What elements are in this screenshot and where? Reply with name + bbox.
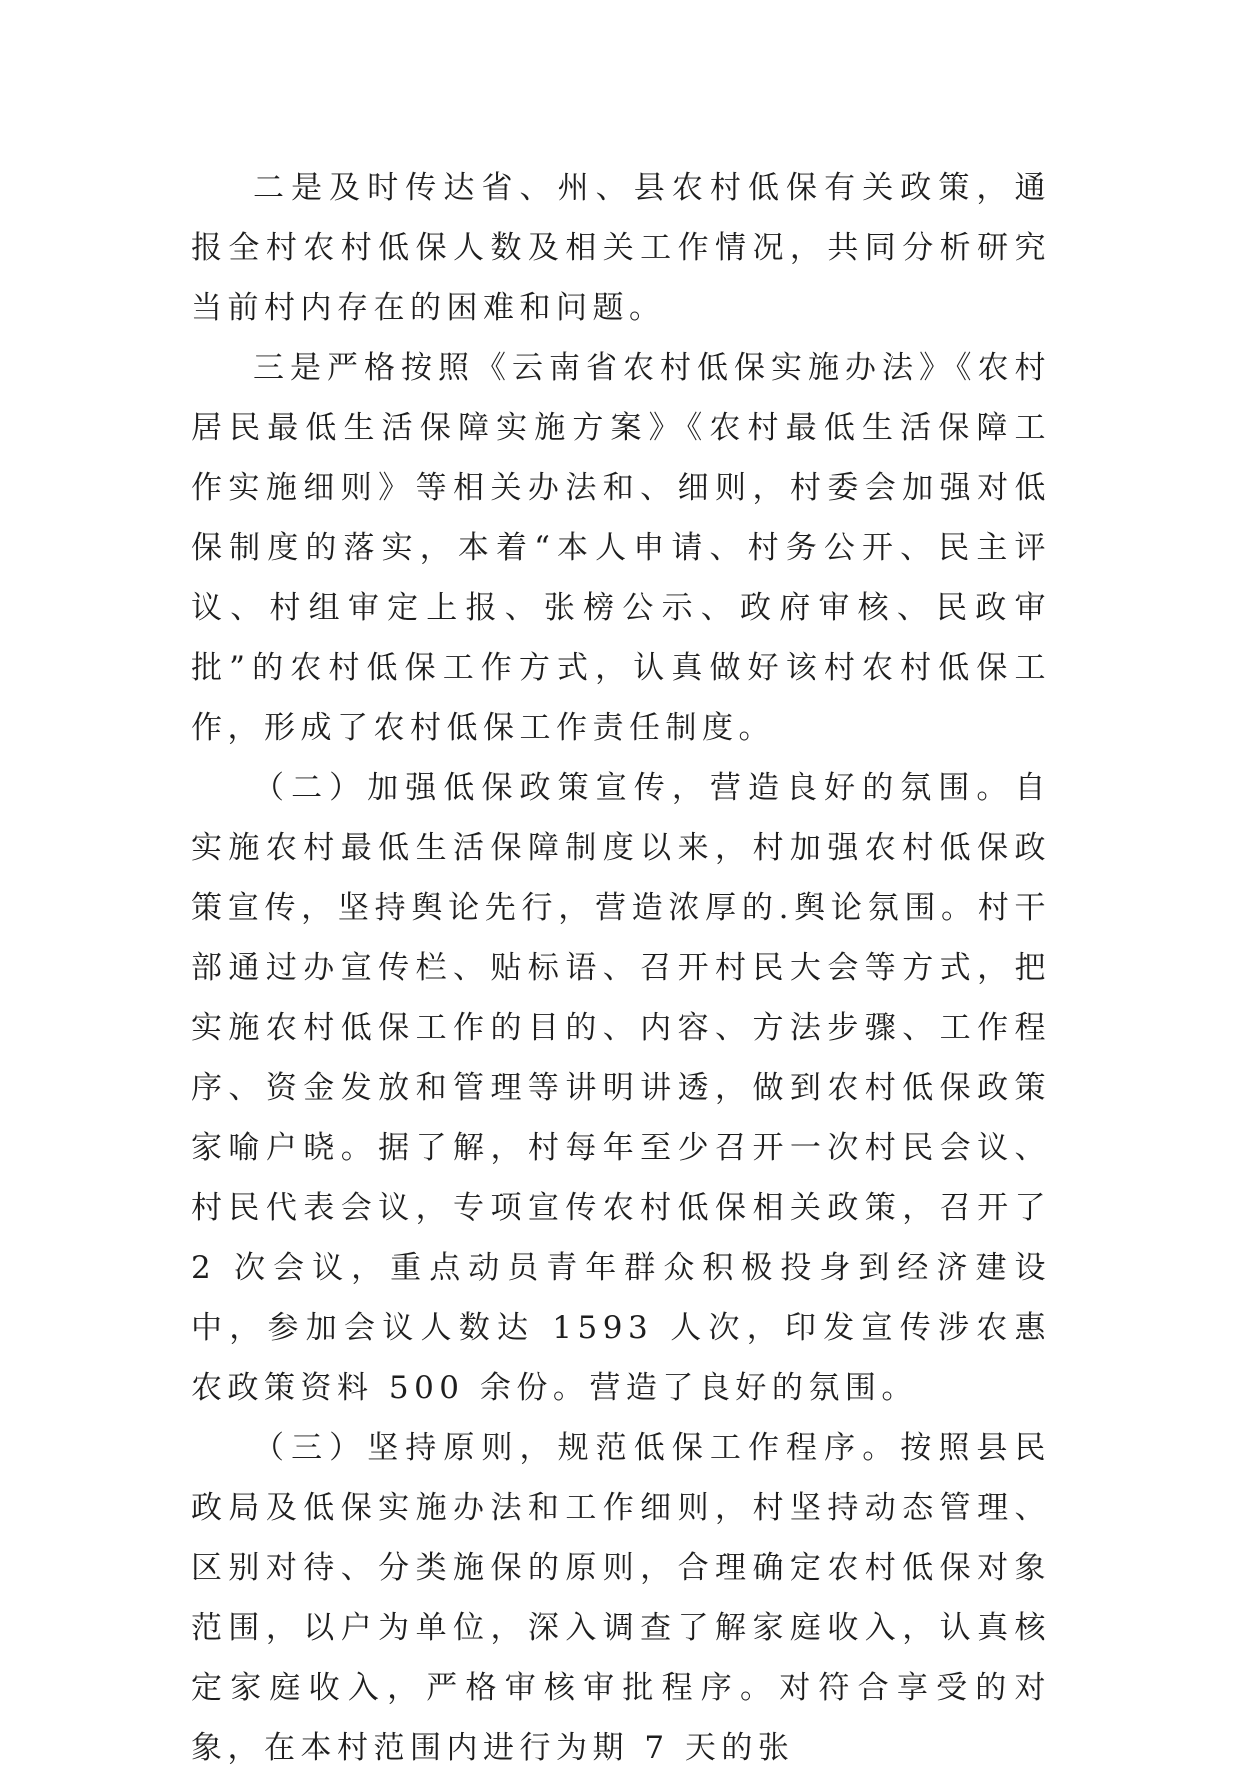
paragraph-2: 三是严格按照《云南省农村低保实施办法》《农村居民最低生活保障实施方案》《农村最低生活保障工作实施细则》等相关办法和、细则，村委会加强对低保制度的落实，本着“本人申请、村务公开、民主评议、村组审定上报、张榜公示、政府审核、民政审批”的农村低保工作方式，认真做好该村农村低保工作，形成了农村低保工作责任制度。 — [191, 350, 1051, 746]
paragraph-3: （二）加强低保政策宣传，营造良好的氛围。自实施农村最低生活保障制度以来，村加强农村低保政策宣传，坚持舆论先行，营造浓厚的.舆论氛围。村干部通过办宣传栏、贴标语、召开村民大会等方式，把实施农村低保工作的目的、内容、方法步骤、工作程序、资金发放和管理等讲明讲透，做到农村低保政策家喻户晓。据了解，村每年至少召开一次村民会议、村民代表会议，专项宣传农村低保相关政策，召开了 2 次会议，重点动员青年群众积极投身到经济建设中，参加会议人数达 1593 人次，印发宣传涉农惠农政策资料 500 余份。营造了良好的氛围。 — [191, 770, 1051, 1406]
document-body — [191, 158, 1051, 1778]
paragraph-4: （三）坚持原则，规范低保工作程序。按照县民政局及低保实施办法和工作细则，村坚持动态管理、区别对待、分类施保的原则，合理确定农村低保对象范围，以户为单位，深入调查了解家庭收入，认真核定家庭收入，严格审核审批程序。对符合享受的对象，在本村范围内进行为期 7 天的张 — [191, 1430, 1051, 1766]
paragraph-1: 二是及时传达省、州、县农村低保有关政策，通报全村农村低保人数及相关工作情况，共同分析研究当前村内存在的困难和问题。 — [191, 170, 1051, 326]
